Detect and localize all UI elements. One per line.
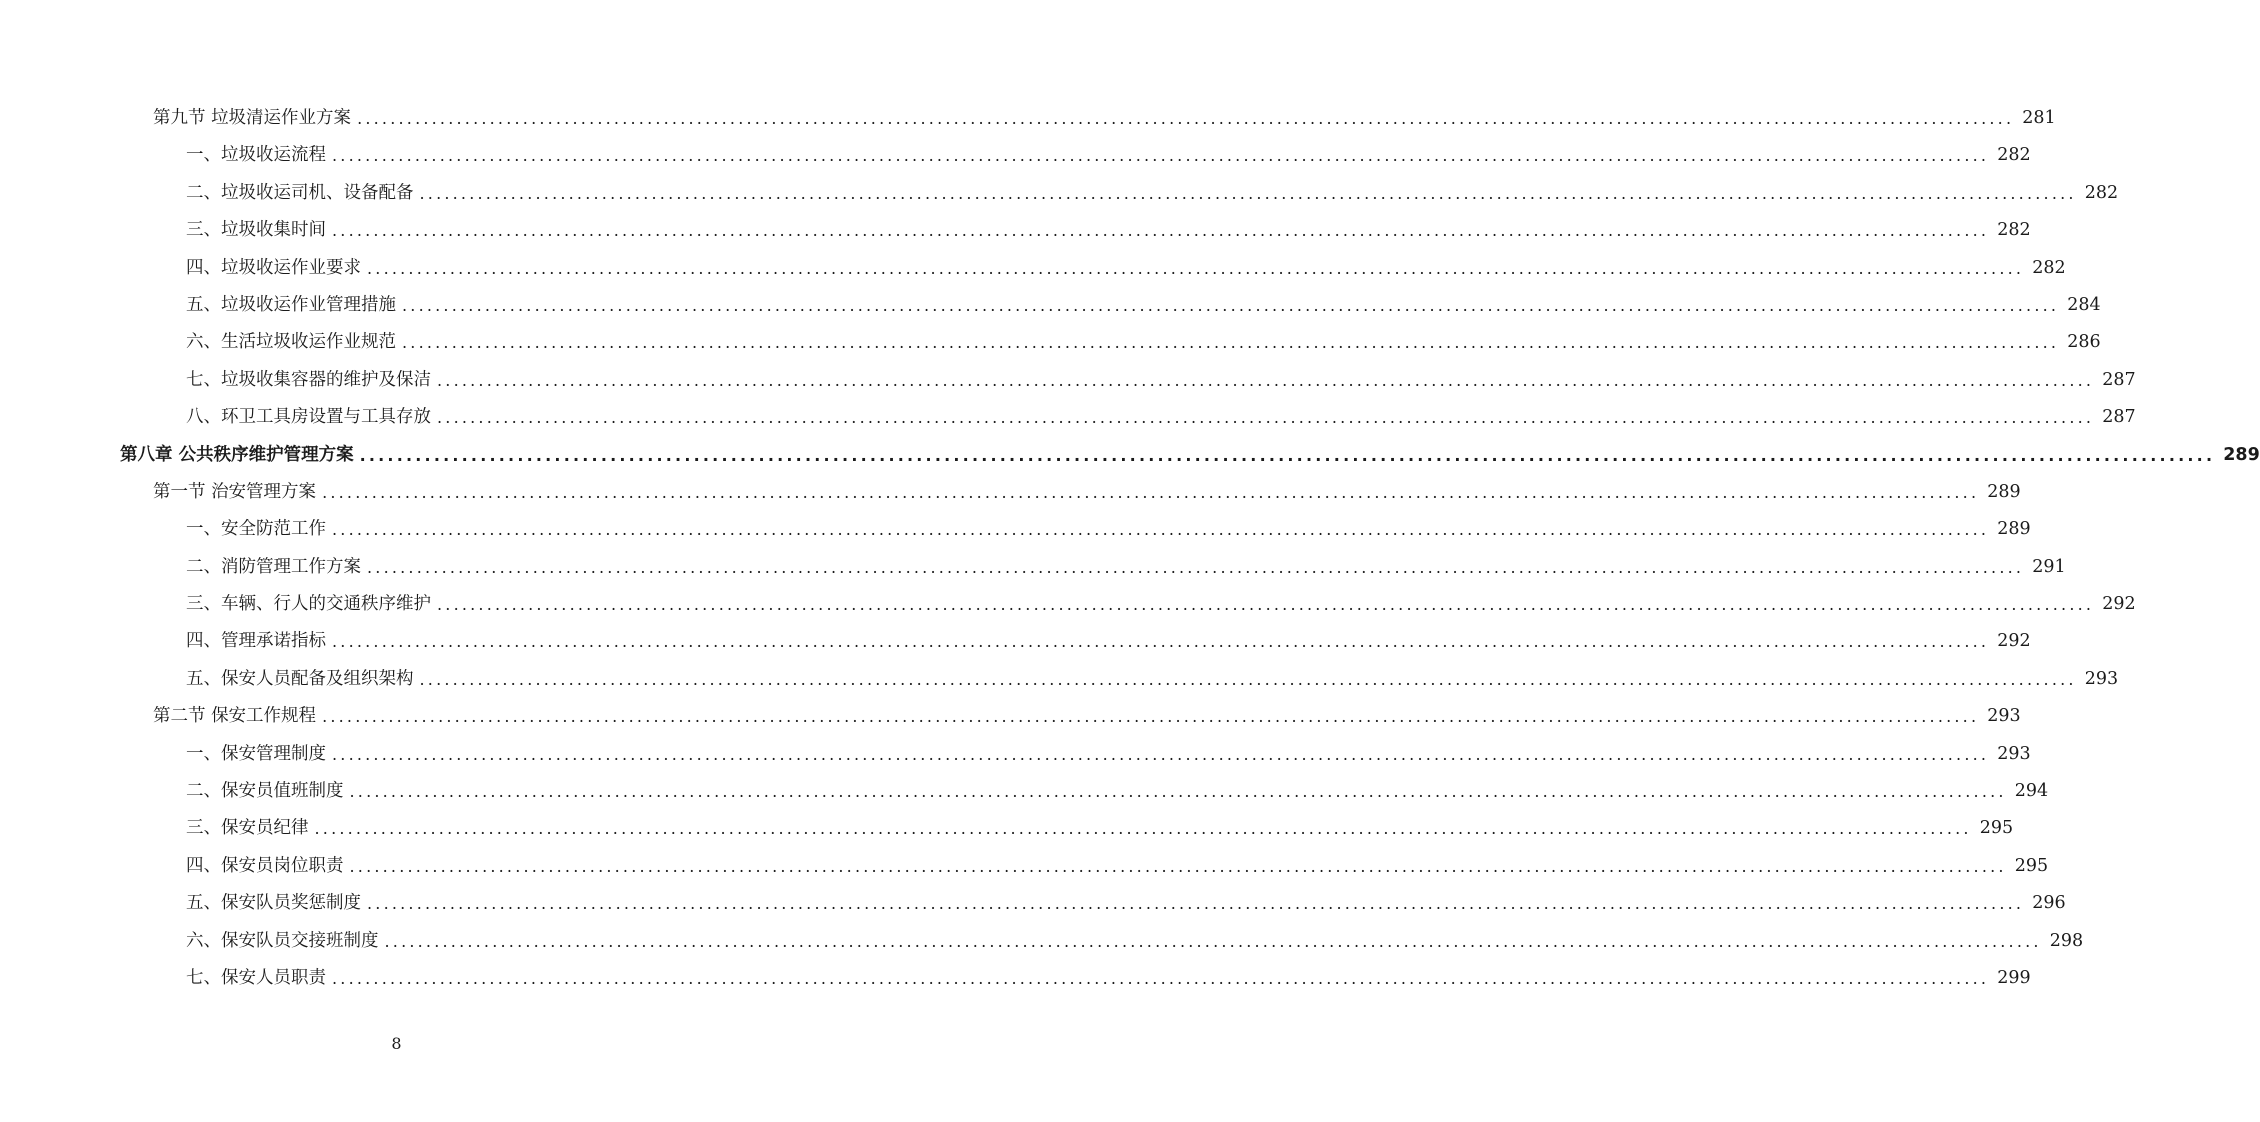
- toc-entry-title: 二、消防管理工作方案: [186, 549, 367, 586]
- toc-entry-title: 三、车辆、行人的交通秩序维护: [186, 586, 437, 623]
- toc-entry-title: 六、生活垃圾收运作业规范: [186, 324, 402, 361]
- toc-entry-title: 五、保安队员奖惩制度: [186, 885, 367, 922]
- toc-entry-page: 286: [2067, 332, 2101, 353]
- toc-entry-page: 289: [1987, 481, 2021, 502]
- toc-entry-title: 二、保安员值班制度: [186, 773, 350, 810]
- toc-entry-page: 287: [2102, 369, 2136, 390]
- toc-entry-page: 294: [2014, 781, 2049, 802]
- toc-dot-leader: ........................................................................................................................................................................................................: [419, 183, 2077, 203]
- toc-dot-leader: ........................................................................................................................................................................................................: [402, 333, 2060, 353]
- toc-entry-page: 282: [1997, 220, 2031, 241]
- toc-entry-page: 284: [2067, 294, 2101, 315]
- toc-entry-page: 287: [2102, 407, 2136, 428]
- toc-entry[interactable]: [0, 137, 2031, 174]
- toc-entry-title: 二、垃圾收运司机、设备配备: [186, 175, 420, 212]
- toc-dot-leader: ........................................................................................................................................................................................................: [349, 856, 2007, 876]
- toc-dot-leader: ........................................................................................................................................................................................................: [314, 819, 1972, 839]
- toc-entry-title: 第二节 保安工作规程: [153, 698, 322, 735]
- toc-entry-page: 293: [2084, 668, 2119, 689]
- toc-entry-title: 一、垃圾收运流程: [186, 137, 332, 174]
- toc-dot-leader: ........................................................................................................................................................................................................: [332, 632, 1990, 652]
- toc-dot-leader: ........................................................................................................................................................................................................: [359, 445, 2216, 465]
- toc-dot-leader: ........................................................................................................................................................................................................: [367, 557, 2025, 577]
- toc-entry-page: 293: [1987, 706, 2021, 727]
- toc-entry[interactable]: [0, 437, 2260, 474]
- toc-entry-page: 281: [2022, 108, 2056, 128]
- toc-entry[interactable]: [0, 810, 2014, 847]
- toc-entry[interactable]: [0, 287, 2101, 324]
- toc-entry-title: 四、管理承诺指标: [186, 623, 332, 660]
- toc-dot-leader: ........................................................................................................................................................................................................: [332, 520, 1990, 540]
- page-number: 8: [391, 1034, 402, 1053]
- toc-dot-leader: ........................................................................................................................................................................................................: [437, 370, 2095, 390]
- toc-dot-leader: ........................................................................................................................................................................................................: [332, 744, 1990, 764]
- toc-dot-leader: ........................................................................................................................................................................................................: [419, 669, 2077, 689]
- toc-entry[interactable]: [0, 698, 2021, 735]
- toc-entry[interactable]: [0, 885, 2066, 922]
- toc-entry[interactable]: [0, 549, 2066, 586]
- toc-entry-page: 291: [2032, 556, 2066, 577]
- toc-dot-leader: ........................................................................................................................................................................................................: [332, 968, 1990, 988]
- toc-entry-page: 289: [2223, 444, 2260, 465]
- toc-entry[interactable]: [0, 175, 2119, 212]
- toc-entry-page: 292: [2102, 594, 2136, 615]
- toc-dot-leader: ........................................................................................................................................................................................................: [367, 258, 2025, 278]
- toc-entry-title: 七、保安人员职责: [186, 960, 332, 997]
- toc-entry-title: 五、垃圾收运作业管理措施: [186, 287, 402, 324]
- toc-entry-page: 292: [1997, 631, 2031, 652]
- toc-entry-page: 299: [1997, 967, 2031, 988]
- toc-entry-title: 三、垃圾收集时间: [186, 212, 332, 249]
- toc-entry[interactable]: [0, 362, 2136, 399]
- toc-entry[interactable]: [0, 773, 2049, 810]
- toc-entry[interactable]: [0, 474, 2021, 511]
- toc-entry-title: 四、保安员岗位职责: [186, 848, 350, 885]
- toc-entry-title: 第一节 治安管理方案: [153, 474, 322, 511]
- toc-dot-leader: ........................................................................................................................................................................................................: [384, 931, 2042, 951]
- toc-entry-title: 五、保安人员配备及组织架构: [186, 661, 420, 698]
- toc-entry[interactable]: [0, 586, 2136, 623]
- toc-dot-leader: ........................................................................................................................................................................................................: [349, 782, 2007, 802]
- toc-dot-leader: ........................................................................................................................................................................................................: [437, 408, 2095, 428]
- toc-dot-leader: ........................................................................................................................................................................................................: [437, 595, 2095, 615]
- toc-entry[interactable]: [0, 250, 2066, 287]
- toc-entry-page: 293: [1997, 743, 2031, 764]
- toc-entry-page: 282: [1997, 145, 2031, 166]
- toc-entry[interactable]: [0, 661, 2119, 698]
- toc-entry-page: 295: [1979, 818, 2014, 839]
- toc-dot-leader: ........................................................................................................................................................................................................: [332, 146, 1990, 166]
- toc-entry-title: 一、安全防范工作: [186, 511, 332, 548]
- toc-entry[interactable]: [0, 848, 2049, 885]
- toc-entry-title: 七、垃圾收集容器的维护及保洁: [186, 362, 437, 399]
- toc-entry[interactable]: [0, 736, 2031, 773]
- toc-dot-leader: ........................................................................................................................................................................................................: [322, 482, 1980, 502]
- toc-dot-leader: ........................................................................................................................................................................................................: [367, 894, 2025, 914]
- table-of-contents: [0, 100, 2260, 997]
- toc-entry[interactable]: [0, 399, 2136, 436]
- toc-entry[interactable]: [0, 923, 2084, 960]
- toc-entry[interactable]: [0, 960, 2031, 997]
- toc-entry-title: 第九节 垃圾清运作业方案: [153, 100, 357, 137]
- toc-dot-leader: ........................................................................................................................................................................................................: [332, 221, 1990, 241]
- toc-entry-title: 六、保安队员交接班制度: [186, 923, 385, 960]
- toc-entry[interactable]: [0, 212, 2031, 249]
- toc-entry-page: 289: [1997, 519, 2031, 540]
- toc-entry-title: 三、保安员纪律: [186, 810, 315, 847]
- toc-dot-leader: ........................................................................................................................................................................................................: [357, 109, 2015, 128]
- toc-entry-title: 八、环卫工具房设置与工具存放: [186, 399, 437, 436]
- toc-entry-title: 一、保安管理制度: [186, 736, 332, 773]
- toc-dot-leader: ........................................................................................................................................................................................................: [402, 295, 2060, 315]
- toc-entry[interactable]: [0, 511, 2031, 548]
- toc-entry[interactable]: [0, 100, 2056, 137]
- toc-entry[interactable]: [0, 623, 2031, 660]
- toc-entry-page: 298: [2049, 930, 2084, 951]
- toc-entry-title: 四、垃圾收运作业要求: [186, 250, 367, 287]
- toc-entry-page: 282: [2032, 257, 2066, 278]
- toc-entry[interactable]: [0, 324, 2101, 361]
- toc-dot-leader: ........................................................................................................................................................................................................: [322, 707, 1980, 727]
- toc-entry-page: 296: [2032, 893, 2066, 914]
- toc-entry-title: 第八章 公共秩序维护管理方案: [120, 437, 360, 474]
- toc-entry-page: 282: [2084, 182, 2119, 203]
- toc-entry-page: 295: [2014, 855, 2049, 876]
